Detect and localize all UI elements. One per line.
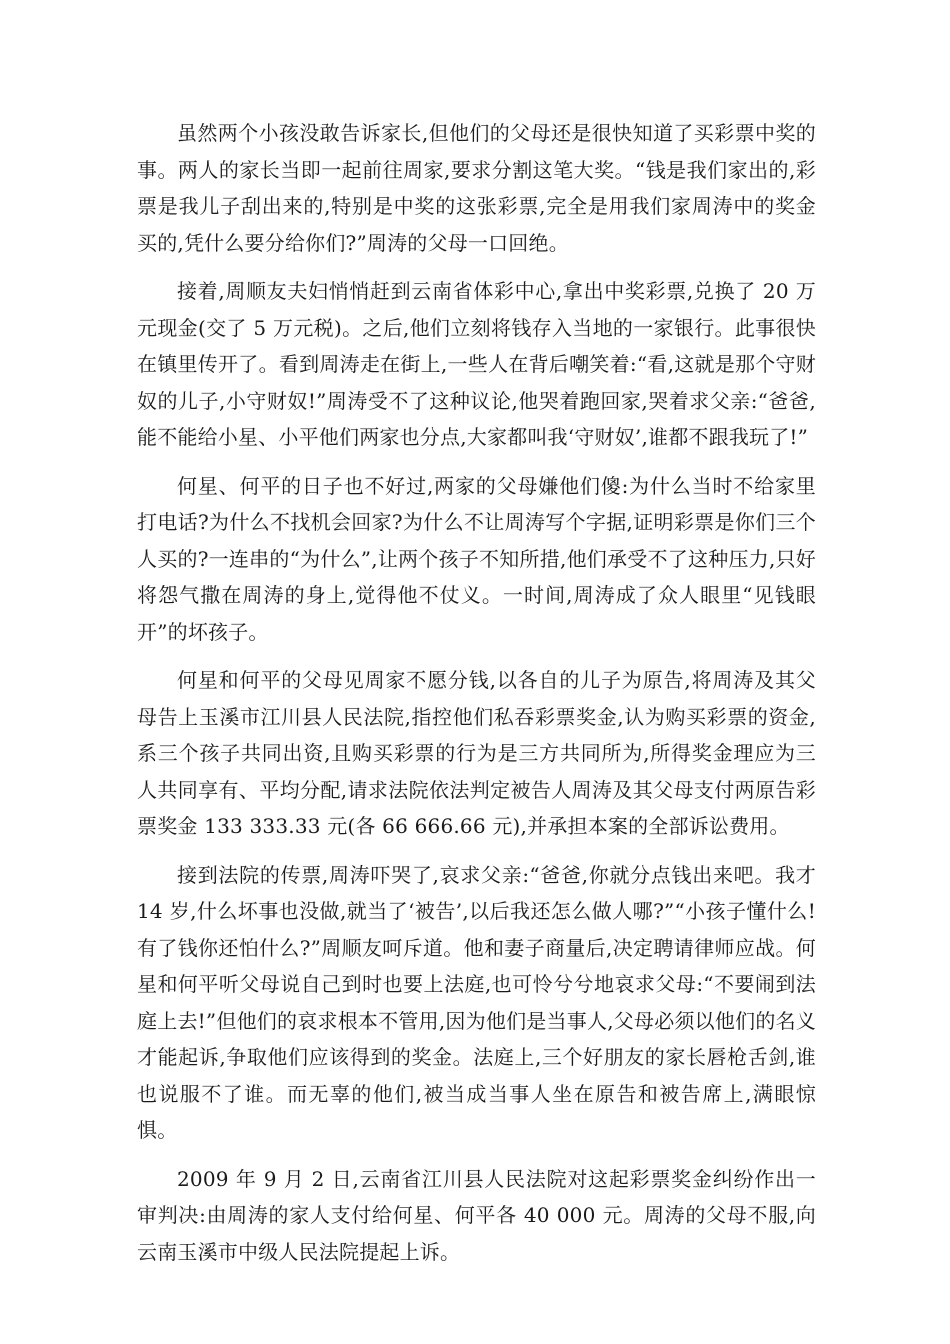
paragraph-5: 接到法院的传票,周涛吓哭了,哀求父亲:“爸爸,你就分点钱出来吧。我才 14 岁,什么坏事也没做,就当了‘被告’,以后我还怎么做人哪?”“小孩子懂什么!有了钱你还怕什么?”周顺友呵斥道。他和妻子商量后,决定聘请律师应战。何星和何平听父母说自己到时也要上法庭,也可怜兮兮地哀求父母:“不要闹到法庭上去!”但他们的哀求根本不管用,因为他们是当事人,父母必须以他们的名义才能起诉,争取他们应该得到的奖金。法庭上,三个好朋友的家长唇枪舌剑,谁也说服不了谁。而无辜的他们,被当成当事人坐在原告和被告席上,满眼惊惧。 (137, 862, 816, 1142)
paragraph-2: 接着,周顺友夫妇悄悄赶到云南省体彩中心,拿出中奖彩票,兑换了 20 万元现金(交了 5 万元税)。之后,他们立刻将钱存入当地的一家银行。此事很快在镇里传开了。看到周涛走在街上,一些人在背后嘲笑着:“看,这就是那个守财奴的儿子,小守财奴!”周涛受不了这种议论,他哭着跑回家,哭着求父亲:“爸爸,能不能给小星、小平他们两家也分点,大家都叫我‘守财奴’,谁都不跟我玩了!” (137, 279, 816, 449)
paragraph-6: 2009 年 9 月 2 日,云南省江川县人民法院对这起彩票奖金纠纷作出一审判决:由周涛的家人支付给何星、何平各 40 000 元。周涛的父母不服,向云南玉溪市中级人民法院提起上诉。 (137, 1166, 816, 1264)
paragraph-4: 何星和何平的父母见周家不愿分钱,以各自的儿子为原告,将周涛及其父母告上玉溪市江川县人民法院,指控他们私吞彩票奖金,认为购买彩票的资金,系三个孩子共同出资,且购买彩票的行为是三方共同所为,所得奖金理应为三人共同享有、平均分配,请求法院依法判定被告人周涛及其父母支付两原告彩票奖金 133 333.33 元(各 66 666.66 元),并承担本案的全部诉讼费用。 (137, 668, 816, 838)
paragraph-3: 何星、何平的日子也不好过,两家的父母嫌他们傻:为什么当时不给家里打电话?为什么不找机会回家?为什么不让周涛写个字据,证明彩票是你们三个人买的?一连串的“为什么”,让两个孩子不知所措,他们承受不了这种压力,只好将怨气撒在周涛的身上,觉得他不仗义。一时间,周涛成了众人眼里“见钱眼开”的坏孩子。 (137, 473, 816, 644)
paragraph-1: 虽然两个小孩没敢告诉家长,但他们的父母还是很快知道了买彩票中奖的事。两人的家长当即一起前往周家,要求分割这笔大奖。“钱是我们家出的,彩票是我儿子刮出来的,特别是中奖的这张彩票,完全是用我们家周涛中的奖金买的,凭什么要分给你们?”周涛的父母一口回绝。 (137, 121, 816, 255)
article-body (137, 115, 816, 1282)
